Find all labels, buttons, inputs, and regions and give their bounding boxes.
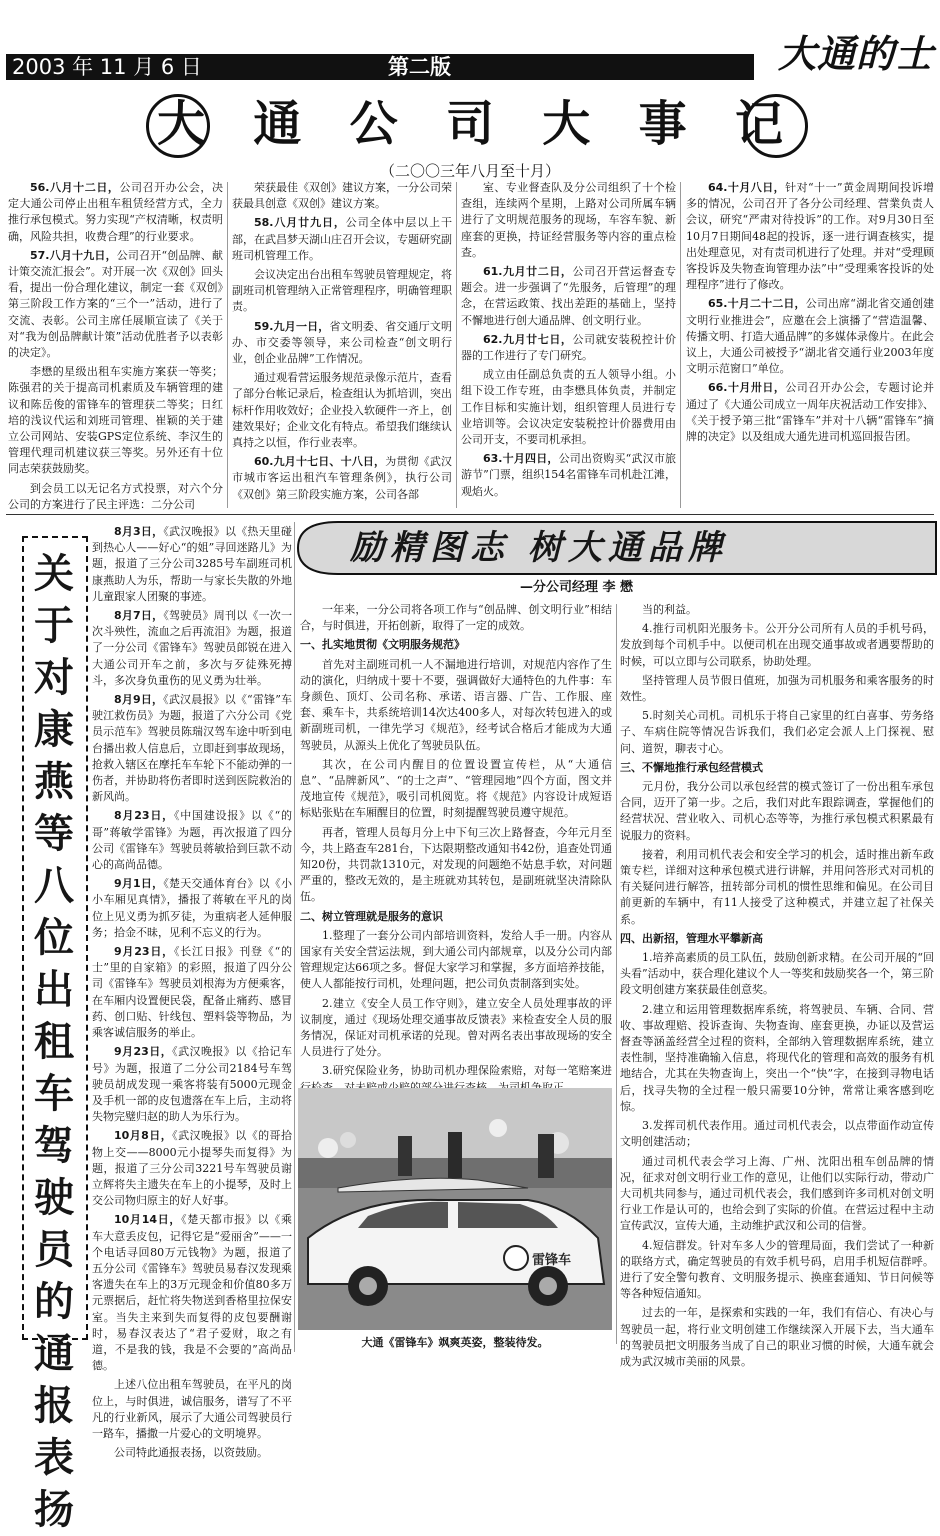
entry-date: 59.九月一日， — [254, 319, 330, 333]
entry-text: 公司特此通报表扬，以资鼓励。 — [114, 1446, 268, 1460]
paragraph: 5.时刻关心司机。司机乐于将自己家里的红白喜事、劳务络子、车病住院等情况告诉我们，我们必定会派人上门探视、慰问、道贺，聊表寸心。 — [620, 709, 934, 755]
entry-date: 66.十月卅日， — [708, 381, 786, 395]
entry-text: 公司召开营运督查专题会。进一步强调了“先服务，后管理”的理念，在营运政策、找出差距的基础上，坚持不懈地进行创大通品牌、创文明行业。 — [461, 265, 676, 327]
feature-author: —分公司经理 李 懋 — [520, 580, 634, 595]
paragraph — [461, 451, 676, 500]
entry-text: 公司出资购买“武汉市旅游节”门票，组织154名雷锋车司机赴江滩，观焰火。 — [461, 452, 676, 498]
paragraph — [8, 364, 223, 477]
entry-text: 公司召开“创品牌、献计策交流汇报会”。对开展一次《双创》回头看，提出一份合理化建议，制定一套《双创》第三阶段工作方案的“三个一”活动，进行了交流、表彰。公司主席任展顺宣读了《关于对“我为创品牌献计策”活动优胜者予以表彰的决定》。 — [8, 248, 223, 360]
entry-text: 针对“十一”黄金周期间投诉增多的情况，公司召开了各分公司经理、营業负责人会议，研究“严肃对待投诉”的工作。对9月30日至10月7日期间48起的投诉，逐一进行调查核实，提出处理意见，对有责司机进行了处理。并对“受理顾客投诉及失物查询管理办法”中“受理乘客投诉的处理程序”进行了修改。 — [686, 181, 934, 292]
section-heading: 二、树立管理就是服务的意识 — [300, 909, 443, 923]
paragraph — [232, 319, 452, 368]
paragraph: 通过司机代表会学习上海、广州、沈阳出租车创品牌的情况，征求对创文明行业工作的意见，让他们以实际行动，带动广大司机共同参与，通过司机代表会，我们感到许多司机对创文明行业工作是认可的，也给会到了实际的价值。在营运过程中主动宣传武汉，宣传大通，主动维护武汉和公司的信誉。 — [620, 1154, 934, 1233]
section-heading: 三、不懈地推行承包经营模式 — [620, 760, 763, 774]
entry-text: 《长江日报》刊登《“的士”里的自家箱》的彩照，报道了四分公司《雷锋车》驾驶员刘根海为方便乘客，在车厢内设置便民袋，配备止痛药、感冒药、创口贴、针线包、塑料袋等物品，为乘客诚信服务的举止。 — [92, 945, 292, 1040]
paragraph: 坚持管理人员节假日值班，加强为司机服务和乘客服务的时效性。 — [620, 673, 934, 704]
feature-title: 励精图志 树大通品牌 — [350, 528, 728, 568]
entry-text: 公司出席“湖北省交通创建文明行业推进会”，应邀在会上演播了“营造温馨、传播文明、打造大通品牌”的多媒体录像片。在此会议上，大通公司被授予“湖北省交通行业2003年度文明示范窗口”单位。 — [686, 297, 934, 376]
feature-column-2 — [620, 602, 934, 1368]
entry-date: 9月23日， — [114, 945, 174, 959]
entry-text: 室、专业督查队及分公司组织了十个检查组，连续两个星期，上路对公司所属车辆进行了文明规范服务的现场，车容车貌、新座套的更换，持证经营服务等内容的重点检查。 — [461, 181, 676, 259]
entry-date: 64.十月八日， — [708, 181, 786, 194]
paragraph — [92, 944, 292, 1041]
chronicle-title-chars — [140, 94, 800, 158]
entry-text: 公司召开办公会，专题讨论并通过了《大通公司成立一周年庆祝活动工作安排》、《关于授予第三批“雷锋车”并对十八辆“雷锋车”摘牌的决定》以及组成大通先进司机巡回报告团。 — [686, 381, 934, 444]
paragraph — [92, 1445, 292, 1461]
chronicle-column-4 — [686, 180, 934, 510]
paragraph — [461, 180, 676, 261]
paragraph: 2.建立和运用管理数据库系统，将驾驶员、车辆、合同、营收、事故理赔、投诉查询、失物查询、座套更换，办证以及营运督查等涵盖经营全过程的资料，全部纳入管理数据库系统，建立表性制，坚持准确输入信息，将现代化的管理和高效的服务有机地结合，尤其在失物查询上，突出一个“快”字，在接到寻物电话后，找寻失物的全过程一般只需要10分钟，常常让乘客感到吃惊。 — [620, 1002, 934, 1113]
paragraph: 元月份，我分公司以承包经营的模式签订了一份出租车承包合同，迈开了第一步。之后，我们对此车跟踪调查，掌握他们的经营状况、营业收入、司机心态等等，为推行承包模式积累最有说服力的资料。 — [620, 780, 934, 842]
chronicle-title-char: 事 — [638, 96, 687, 152]
paragraph — [232, 215, 452, 264]
paragraph — [461, 367, 676, 448]
column-divider — [680, 182, 681, 508]
commendation-title: 关于对康燕等八位出租车驾驶员的通报表扬 — [34, 551, 74, 1533]
paragraph — [92, 876, 292, 941]
paragraph: 其次，在公司内醒目的位置设置宣传栏，从“大通信息”、“品牌新风”、“的士之声”、“管理园地”四个方面，图文并茂地宣传《规范》，吸引司机阅览。将《规范》内容设计成短语标贴张贴在车厢醒目的位置，时刻提醒驾驶员遵守规范。 — [300, 757, 612, 820]
chronicle-title — [140, 90, 800, 160]
paragraph: 4.短信群发。针对车多人少的管理局面，我们尝试了一种新的联络方式，确定驾驶员的有效手机号码，启用手机短信群呼。进行了安全警句教育、文明服务提示、换座套通知、节日问候等等各种短信通知。 — [620, 1238, 934, 1301]
entry-text: 会议决定出台出租车驾驶员管理规定，将副班司机管理纳入正常管理程序，明确管理职责。 — [232, 268, 452, 314]
paragraph — [92, 1128, 292, 1209]
entry-date: 56.八月十二日， — [30, 181, 120, 194]
entry-date: 10月8日， — [114, 1129, 173, 1143]
chronicle-column-3 — [461, 180, 676, 510]
paragraph — [686, 380, 934, 445]
commendation-body — [92, 524, 293, 1460]
chronicle-title-char: 公 — [349, 96, 398, 152]
entry-date: 8月7日， — [114, 609, 164, 623]
entry-text: 《武汉晚报》以《拾记车号》为题，报道了二分公司2184号车驾驶员胡成发现一乘客将装有5000元现金及手机一部的皮包遗落在车上后，主动将失物完璧归赵的助人为乐行为。 — [92, 1045, 292, 1124]
paragraph — [92, 692, 292, 805]
column-divider — [294, 522, 295, 1352]
entry-text: 荣获最佳《双创》建议方案，一分公司荣获最具创意《双创》建议方案。 — [232, 181, 452, 211]
paragraph: 3.研究保险业务，协助司机办理保险索赔，对每一笔赔案进 — [322, 1064, 612, 1078]
entry-date: 61.九月廿二日， — [483, 265, 573, 279]
paragraph — [232, 370, 452, 451]
paragraph — [686, 296, 934, 377]
chronicle-title-char: 通 — [253, 96, 302, 152]
photo-caption: 大通《雷锋车》飒爽英姿，整装待发。 — [361, 1336, 549, 1349]
entry-date: 9月23日， — [114, 1045, 173, 1059]
chronicle-title-char: 大 — [156, 96, 205, 152]
column-divider — [616, 604, 617, 1344]
entry-text: 省文明委、省交通厅文明办、市交委等领导，来公司检查“创文明行业，创企业品牌”工作情况。 — [232, 319, 452, 366]
chronicle-title-char: 司 — [445, 96, 494, 152]
paragraph — [232, 267, 452, 316]
feature-column-1 — [300, 602, 612, 1084]
entry-text: 《武汉晚报》以《热天里碰到热心人——好心“的姐”寻回迷路儿》为题，报道了三分公司3285号车副班司机康燕助人为乐，帮助一与家长失散的外地儿童跟家人团聚的事迹。 — [92, 525, 293, 603]
paragraph: 再者，管理人员每月分上中下旬三次上路督查，今年元月至今，共上路查车281台，下达限期整改通知书42份，追查处罚通知20份，共罚款1310元，对发现的问题绝不姑息手软，对问题严重的，整改无效的，是主班就劝其转包，是副班就坚决清除队伍。 — [300, 825, 612, 904]
entry-text: 成立由任副总负责的五人领导小组。小组下设工作专班，由李懋具体负责，并制定工作目标和实施计划，组织管理人员进行专业培训等。会议决定安装税控计价器费用由公司开支，不要司机承担。 — [461, 368, 676, 447]
paragraph — [232, 180, 452, 212]
entry-text: 为贯彻《武汉市城市客运出租汽车管理条例》，执行公司《双创》第三阶段实施方案，公司各部 — [232, 455, 452, 501]
entry-text: 《楚天交通体育台》以《小小车厢见真情》，播报了蒋敏在平凡的岗位上见义勇为抓歹徒，为重病老人延伸服务；拾金不昧，见利不忘义的行为。 — [92, 877, 293, 939]
section-divider — [6, 514, 934, 515]
entry-text: 公司召开办公会，决定大通公司停止出租车租赁经营方式，全力推行承包模式。努力实现“产权清晰，权责明确，风险共担，收费合理”的行业要求。 — [8, 181, 223, 243]
entry-text: 李懋的星级出租车实施方案获一等奖；陈强君的关于提高司机素质及车辆管理的建议和陈岳俊的雷锋车的管理获二等奖；日红培的浅议代运和刘班司管理、崔颖的关于建立公司网站、安装GPS定位系统、李汉生的管理代理司机建议获三等奖。另外还有十位同志荣获鼓励奖。 — [8, 365, 223, 476]
paragraph — [92, 1044, 292, 1125]
chronicle-column-1 — [8, 180, 223, 510]
issue-date: 2003 年 11 月 6 日 — [12, 55, 202, 79]
paragraph — [461, 332, 676, 364]
entry-date: 9月1日， — [114, 877, 164, 891]
entry-text: 通过观看营运服务规范录像示范片，查看了部分台帐记录后，检查组认为抓培训，突出标杆作用收效好；企业投入软硬件一齐上，创建效果好；企业文化有特点。希望我们继续认真持之以恒，作行业表率。 — [232, 371, 452, 450]
newspaper-logo: 大通的士 — [778, 31, 935, 76]
entry-text: 《武汉晚报》以《的哥拾物上交——8000元小提琴失而复得》为题，报道了三分公司3221号车驾驶员谢立辉将失主遗失在车上的小提琴，及时上交公司物归原主的好人好事。 — [92, 1129, 292, 1208]
entry-text: 公司全体中层以上干部，在武昌梦天湖山庄召开会议，专题研究副班司机管理工作。 — [232, 216, 452, 262]
edition-label: 第二版 — [388, 55, 451, 79]
entry-date: 65.十月二十二日， — [708, 297, 806, 311]
paragraph — [686, 180, 934, 293]
paragraph: 当的利益。 — [642, 603, 697, 616]
paragraph — [8, 481, 223, 513]
entry-date: 8月3日， — [114, 525, 164, 538]
entry-date: 62.九月廿七日， — [483, 332, 573, 346]
paragraph: 1.培养高素质的员工队伍，鼓励创新求精。在公司开展的“回头看”活动中，获合理化建议个人一等奖和鼓励奖各一个，第三阶段文明创建方案获最佳创意奖。 — [620, 951, 934, 997]
car-label: 雷锋车 — [532, 1253, 572, 1268]
entry-text: 《武汉晨报》以《“雷锋”车驶江救伤员》为题，报道了六分公司《党员示范车》驾驶员陈瑞汉驾车途中听到电台播出救人信息后，立即赶到事故现场，抢救入辖区在摩托车车轮下不能动弹的一伤者，并协助将伤者即时送到医院救治的新风尚。 — [92, 693, 292, 804]
paragraph: 接着，利用司机代表会和安全学习的机会，适时推出新车政策专栏，详细对这种承包模式进行讲解，并用问答形式对司机的有关疑问进行解答，扭转部分司机的惯性思维和偏见。在公司目前更新的车辆中，有11人接受了这种模式，并建立起了社保关系。 — [620, 847, 934, 926]
entry-date: 63.十月四日， — [483, 452, 559, 466]
column-divider — [227, 182, 228, 508]
paragraph: 2.建立《安全人员工作守则》，建立安全人员处理事故的评议制度，通过《现场处理交通事故反馈表》来检查安全人员的服务情况，保证对司机承诺的兑现。曾对两名表出事故现场的安全人员进行了处分。 — [300, 996, 612, 1059]
paragraph: 一年来，一分公司将各项工作与“创品牌、创文明行业”相结合，与时俱进，开拓创新，取得了一定的成效。 — [300, 603, 612, 633]
paragraph — [92, 608, 292, 689]
paragraph — [461, 264, 676, 329]
paragraph: 过去的一年，是探索和实践的一年，我们有信心、有决心与驾驶员一起，将行业文明创建工作继续深入开展下去，当大通车的驾驶员把文明服务当成了自己的职业习惯的时候，大通车就会成为武汉城市美丽的风景。 — [620, 1306, 934, 1368]
paragraph — [92, 524, 292, 605]
chronicle-column-2 — [232, 180, 452, 510]
entry-text: 《中国建设报》以《“的哥”蒋敏学雷锋》为题，再次报道了四分公司《雷锋车》驾驶员蒋敏拾到巨款不动心的高尚品德。 — [92, 809, 292, 872]
entry-date: 57.八月十九日， — [30, 248, 117, 262]
paragraph — [232, 454, 452, 503]
taxi-fleet-photo — [298, 1088, 612, 1330]
paragraph: 3.发挥司机代表作用。通过司机代表会，以点带面作动宣传文明创建活动； — [620, 1119, 934, 1149]
chronicle-title-char: 大 — [542, 96, 591, 152]
paragraph — [92, 1377, 292, 1442]
entry-text: 上述八位出租车驾驶员，在平凡的岗位上，与时俱进，诚信服务，谱写了不平凡的行业新风，展示了大通公司驾驶员行一路车，播撒一片爱心的文明境界。 — [92, 1378, 292, 1440]
section-heading: 一、扎实地贯彻《文明服务规范》 — [300, 638, 465, 652]
entry-text: 到会员工以无记名方式投票，对六个分公司的方案进行了民主评选：二分公司 — [8, 481, 223, 511]
chronicle-title-char: 记 — [734, 96, 783, 152]
paragraph — [8, 248, 223, 361]
paragraph — [8, 180, 223, 245]
paragraph: 1.整理了一套分公司内部培训资料，发给人手一册。内容从国家有关安全营运法规，到大通公司内部规章，以及分公司内部管理规定达66项之多。督促大家学习和掌握，多方面培养技能，使人人都能按行司机，处理问题，把公司负责制落到实处。 — [300, 928, 612, 991]
entry-text: 《驾驶员》周刊以《一次一次斗殃性，流血之后再流泪》为题，报道了一分公司《雷锋车》驾驶员郎锐在进入大通公司开车之前，多次与歹徒殊死搏斗，多次身负重伤的见义勇为壮举。 — [92, 609, 293, 687]
entry-date: 8月9日， — [114, 693, 164, 707]
entry-text: 公司就安装税控计价器的工作进行了专门研究。 — [461, 332, 676, 363]
paragraph — [92, 808, 292, 873]
entry-date: 58.八月廿九日， — [254, 216, 346, 230]
paragraph: 4.推行司机阳光服务卡。公开分公司所有人员的手机号码，发放到每个司机手中。以便司机在出现交通事故或者遇要帮助的时候，可以立即与公司联系，协助处理。 — [620, 622, 934, 668]
entry-text: 《楚天都市报》以《乘车大意丢皮包，记得它是“爱丽舍”——一个电话寻回80万元钱物》为题，报道了五分公司《雷锋车》驾驶员易春汉发现乘客遗失在车上的3万元现金和价值80多万元票据后，赶忙将失物送到香格里拉保安室。当失主来到失而复得的皮包要酬谢时，易春汉表达了“君子爱财，取之有道，不是我的钱，我是不会要的”高尚品德。 — [92, 1213, 293, 1373]
paragraph: 首先对主副班司机一人不漏地进行培训，对规范内容作了生动的演化，归纳成十要十不要，强调做好大通特色的九件事：车身颜色、顶灯、公司名称、承诺、语言器、广告、工作服、座套、乘车卡，共系统培训14次达400多人，对每次转包进入的或新副班司机，一律先学习《规范》，经考试合格后才能成为大通驾驶员，从源头上优化了驾驶员队伍。 — [300, 657, 612, 752]
entry-date: 60.九月十七日、十八日， — [254, 455, 386, 469]
chronicle-subtitle: （二〇〇三年八月至十月） — [379, 162, 560, 180]
column-divider — [456, 182, 457, 508]
paragraph — [92, 1212, 292, 1374]
entry-date: 8月23日， — [114, 809, 174, 823]
section-heading: 四、出新招，管理水平攀新高 — [620, 931, 763, 945]
entry-date: 10月14日， — [114, 1213, 182, 1227]
